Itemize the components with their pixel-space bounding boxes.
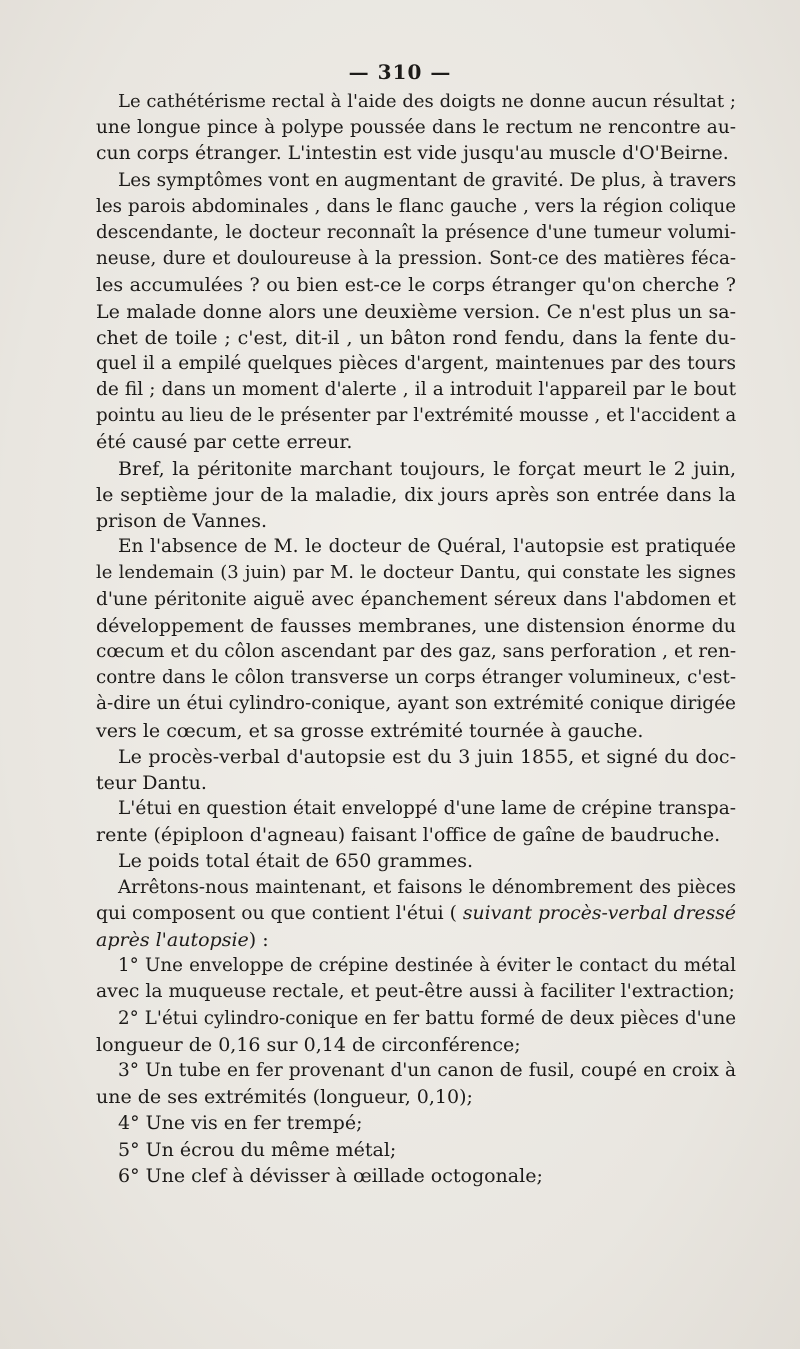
- text-line-content: descendante, le docteur reconnaît la présence d'une tumeur volumi-: [96, 221, 736, 243]
- text-line: [96, 744, 736, 770]
- text-line: [96, 953, 736, 979]
- text-line: [96, 560, 736, 586]
- text-line-content: Le cathétérisme rectal à l'aide des doigts ne donne aucun résultat ;: [118, 91, 736, 112]
- text-line-content: 5° Un écrou du même métal;: [118, 1138, 397, 1161]
- italic-text: suivant procès-verbal dressé: [462, 902, 736, 924]
- text-line: [96, 770, 736, 796]
- text-line: [96, 351, 736, 377]
- text-line-content: cun corps étranger. L'intestin est vide jusqu'au muscle d'O'Beirne.: [96, 143, 729, 165]
- text-line: [96, 456, 736, 482]
- text-line: [96, 691, 736, 717]
- text-line: [96, 718, 736, 744]
- text-line: [96, 115, 736, 141]
- text-line-content: Arrêtons-nous maintenant, et faisons le dénombrement des pièces: [118, 876, 736, 898]
- text-line: [96, 822, 736, 848]
- text-line-content: En l'absence de M. le docteur de Quéral, l'autopsie est pratiquée: [118, 536, 736, 558]
- text-line-content: les accumulées ? ou bien est-ce le corps étranger qu'on cherche ?: [96, 274, 736, 297]
- text-line-content: cœcum et du côlon ascendant par des gaz, sans perforation , et ren-: [96, 640, 737, 662]
- text-line-content: été causé par cette erreur.: [96, 431, 353, 454]
- text-line-content: qui composent ou que contient l'étui (: [96, 902, 457, 924]
- body-text: [96, 89, 736, 1189]
- text-line: [96, 403, 736, 429]
- text-line-content: Le poids total était de 650 grammes.: [118, 850, 474, 873]
- text-line-content: Le procès-verbal d'autopsie est du 3 juin 1855, et signé du doc-: [118, 745, 736, 768]
- text-line-content: 6° Une clef à dévisser à œillade octogonale;: [118, 1164, 543, 1187]
- text-line-content: 1° Une enveloppe de crépine destinée à éviter le contact du métal: [118, 955, 736, 977]
- text-line-content: une de ses extrémités (longueur, 0,10);: [96, 1086, 473, 1109]
- text-line-content: Bref, la péritonite marchant toujours, le forçat meurt le 2 juin,: [118, 457, 736, 480]
- text-line: [96, 1163, 736, 1189]
- text-line: [96, 1137, 736, 1163]
- text-line-content: Les symptômes vont en augmentant de gravité. De plus, à travers: [118, 169, 737, 191]
- text-line-content: vers le cœcum, et sa grosse extrémité tournée à gauche.: [96, 719, 644, 742]
- text-line-content: avec la muqueuse rectale, et peut-être aussi à faciliter l'extraction;: [96, 981, 735, 1003]
- text-line: [96, 639, 736, 665]
- italic-text: après l'autopsie: [96, 929, 249, 951]
- text-line-content: d'une péritonite aiguë avec épanchement séreux dans l'abdomen et: [96, 588, 736, 610]
- text-line-content: les parois abdominales , dans le flanc gauche , vers la région colique: [96, 195, 736, 217]
- text-line: [96, 220, 736, 246]
- text-line: [96, 875, 736, 901]
- text-line-content: de fil ; dans un moment d'alerte , il a introduit l'appareil par le bout: [96, 379, 736, 401]
- text-line: [96, 272, 736, 298]
- text-line: [96, 1058, 736, 1084]
- text-line: [96, 927, 736, 953]
- text-line: [96, 246, 736, 272]
- text-line: [96, 665, 736, 691]
- text-line: [96, 508, 736, 534]
- text-line-content: développement de fausses membranes, une distension énorme du: [96, 614, 736, 637]
- text-line-content: 4° Une vis en fer trempé;: [118, 1112, 363, 1135]
- text-line-content: prison de Vannes.: [96, 510, 268, 532]
- text-line-content: une longue pince à polype poussée dans le rectum ne rencontre au-: [96, 117, 736, 139]
- text-line-content: quel il a empilé quelques pièces d'argent, maintenues par des tours: [96, 352, 736, 374]
- text-line: [96, 325, 736, 351]
- text-line: [96, 482, 736, 508]
- text-line-content: le septième jour de la maladie, dix jours après son entrée dans la: [96, 483, 736, 506]
- text-line: [96, 587, 736, 613]
- text-line: [96, 89, 736, 115]
- text-line: [96, 1032, 736, 1058]
- text-line: [96, 796, 736, 822]
- text-line: [96, 141, 736, 167]
- text-line-suffix: ) :: [248, 929, 269, 951]
- page-number: — 310 —: [348, 60, 452, 84]
- text-line: [96, 1084, 736, 1110]
- text-line: [96, 979, 736, 1005]
- text-line: [96, 194, 736, 220]
- text-line: [96, 299, 736, 325]
- text-line: [96, 613, 736, 639]
- text-line-content: contre dans le côlon transverse un corps étranger volumineux, c'est-: [96, 667, 736, 689]
- text-line-content: longueur de 0,16 sur 0,14 de circonférence;: [96, 1033, 521, 1056]
- text-line: [96, 377, 736, 403]
- text-line-content: chet de toile ; c'est, dit-il , un bâton rond fendu, dans la fente du-: [96, 326, 736, 349]
- text-line: [96, 1006, 736, 1032]
- text-line: [96, 429, 736, 455]
- text-line-content: neuse, dure et douloureuse à la pression. Sont-ce des matières féca-: [96, 248, 736, 270]
- text-line: [96, 1110, 736, 1136]
- text-line-content: pointu au lieu de le présenter par l'extrémité mousse , et l'accident a: [96, 405, 737, 427]
- text-line-content: le lendemain (3 juin) par M. le docteur Dantu, qui constate les signes: [96, 562, 736, 584]
- text-line: [96, 534, 736, 560]
- text-line-content: L'étui en question était enveloppé d'une lame de crépine transpa-: [118, 798, 736, 820]
- text-line-content: 2° L'étui cylindro-conique en fer battu formé de deux pièces d'une: [118, 1007, 736, 1029]
- text-line-content: Le malade donne alors une deuxième version. Ce n'est plus un sa-: [96, 300, 736, 323]
- text-line: [96, 848, 736, 874]
- text-line-content: à-dire un étui cylindro-conique, ayant son extrémité conique dirigée: [96, 693, 736, 715]
- text-line: [96, 901, 736, 927]
- text-line-content: teur Dantu.: [96, 771, 207, 794]
- text-line-content: 3° Un tube en fer provenant d'un canon de fusil, coupé en croix à: [118, 1059, 736, 1081]
- text-line-content: rente (épiploon d'agneau) faisant l'office de gaîne de baudruche.: [96, 824, 721, 847]
- text-line: [96, 168, 736, 194]
